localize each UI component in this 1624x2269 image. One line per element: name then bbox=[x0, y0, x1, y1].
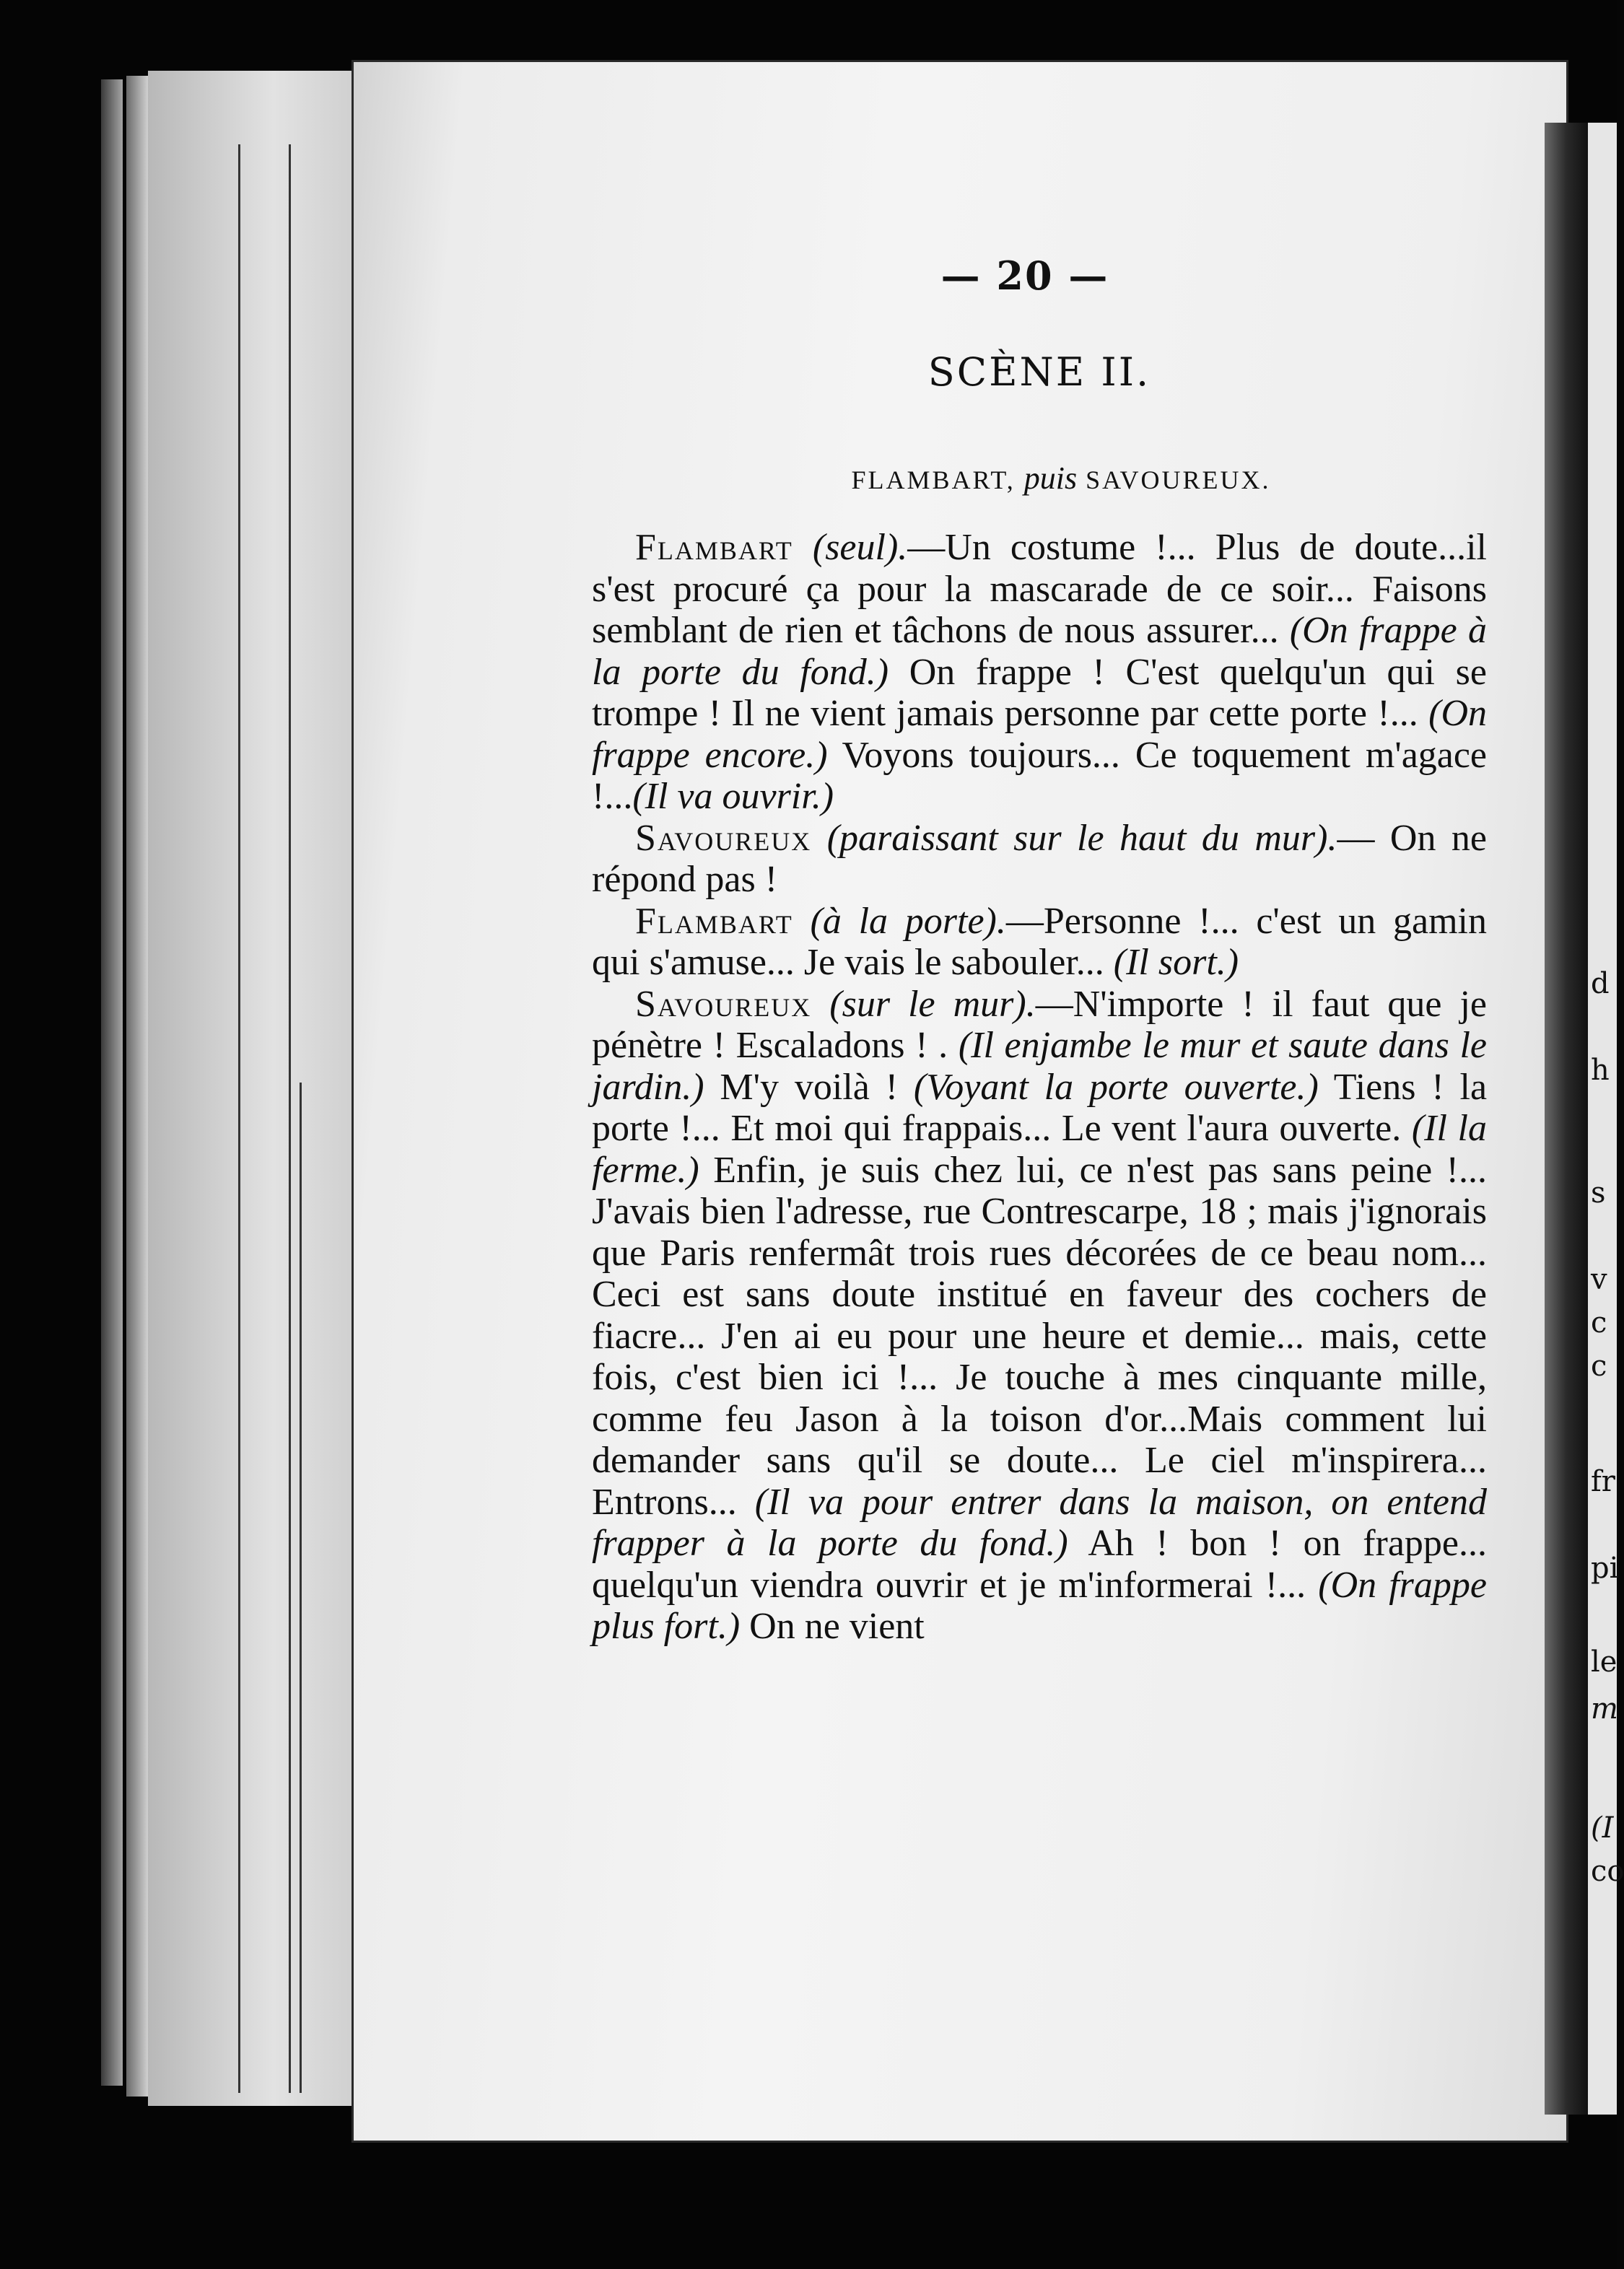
stage-direction: (On frappe plus fort.) bbox=[592, 1564, 1487, 1647]
book-edge bbox=[148, 71, 357, 2106]
dialogue-text: —N'importe ! il faut que je pénètre ! Escaladons ! . bbox=[592, 983, 1488, 1066]
edge-line bbox=[289, 144, 291, 2093]
dialogue-text: Enfin, je suis chez lui, ce n'est pas sans peine !... J'avais bien l'adresse, rue Contrescarpe, 18 ; mais j'ignorais que Paris renfermât trois rues décorées de ce beau nom... Ceci est sans doute institué en faveur des cochers de fiacre... J'en ai eu pour une heure et demie... mais, cette fois, c'est bien ici !... Je touche à mes cinquante mille, comme feu Jason à la toison d'or...Mais comment lui demander sans qu'il se doute... Le ciel m'inspirera... Entrons... bbox=[592, 1149, 1487, 1523]
stage-direction: (Il va pour entrer dans la maison, on entend frapper à la porte du fond.) bbox=[592, 1481, 1488, 1564]
speaker-name: Savoureux bbox=[635, 983, 812, 1025]
book-edge bbox=[101, 79, 123, 2086]
dialogue bbox=[592, 527, 1487, 1648]
stage-direction: (On frappe à la porte du fond.) bbox=[592, 610, 1487, 693]
dialogue-paragraph bbox=[592, 527, 1487, 818]
speaker-name: Flambart bbox=[635, 527, 793, 568]
stage-direction: (Il sort.) bbox=[1113, 942, 1239, 983]
fragment-text: d bbox=[1591, 967, 1610, 1000]
stage-direction: (à la porte). bbox=[810, 900, 1006, 942]
fragment-text: (I bbox=[1591, 1811, 1614, 1845]
stage-direction: (Voyant la porte ouverte.) bbox=[913, 1066, 1319, 1108]
speaker-name: Savoureux bbox=[635, 817, 812, 859]
fragment-text: v bbox=[1591, 1263, 1607, 1296]
stage-direction: (Il va ouvrir.) bbox=[632, 776, 834, 817]
character-conjunction: puis bbox=[1023, 460, 1078, 496]
fragment-text: m bbox=[1591, 1692, 1618, 1726]
fragment-text: c bbox=[1591, 1306, 1607, 1339]
dialogue-text: Voyons toujours... Ce toquement m'agace !... bbox=[592, 734, 1488, 817]
dialogue-text: M'y voilà ! bbox=[720, 1066, 899, 1108]
page-number: — 20 — bbox=[940, 253, 1109, 299]
page-gutter bbox=[1545, 123, 1588, 2115]
character-name: FLAMBART, bbox=[851, 465, 1016, 494]
dialogue-paragraph bbox=[592, 984, 1487, 1648]
dialogue-text: On ne vient bbox=[749, 1606, 925, 1647]
stage-direction: (On frappe encore.) bbox=[592, 693, 1487, 776]
dialogue-text: —Personne !... c'est un gamin qui s'amuse... Je vais le sabouler... bbox=[592, 900, 1488, 983]
scene-title: SCÈNE II. bbox=[927, 349, 1151, 395]
fragment-text: le bbox=[1591, 1645, 1618, 1679]
dialogue-text: Ah ! bon ! on frappe... quelqu'un viendra ouvrir et je m'informerai !... bbox=[592, 1523, 1487, 1606]
fragment-text: c bbox=[1591, 1350, 1607, 1383]
dialogue-text: — On ne répond pas ! bbox=[592, 817, 1487, 900]
stage-direction: (paraissant sur le haut du mur). bbox=[826, 817, 1337, 859]
stage-direction: (Il la ferme.) bbox=[592, 1108, 1487, 1191]
fragment-text: fr bbox=[1591, 1465, 1615, 1498]
edge-line bbox=[238, 144, 240, 2093]
next-page-fragment bbox=[1588, 123, 1624, 2115]
fragment-text: s bbox=[1591, 1176, 1606, 1210]
page-text bbox=[592, 217, 1487, 1648]
fragment-text: pi bbox=[1591, 1552, 1619, 1585]
dialogue-text: —Un costume !... Plus de doute...il s'est procuré ça pour la mascarade de ce soir... Faisons semblant de rien et tâchons de nous assurer... bbox=[592, 527, 1488, 651]
speaker-name: Flambart bbox=[635, 900, 793, 942]
book-edge bbox=[126, 76, 148, 2097]
character-list bbox=[635, 460, 1487, 497]
character-name: SAVOUREUX. bbox=[1086, 465, 1271, 494]
stage-direction: (seul). bbox=[812, 527, 908, 568]
fragment-text: co bbox=[1591, 1855, 1624, 1888]
dialogue-text: On frappe ! C'est quelqu'un qui se trompe ! Il ne vient jamais personne par cette porte !... bbox=[592, 651, 1487, 734]
dialogue-paragraph bbox=[592, 818, 1487, 901]
dialogue-text: Tiens ! la porte !... Et moi qui frappais... Le vent l'aura ouverte. bbox=[592, 1066, 1488, 1149]
dialogue-paragraph bbox=[592, 901, 1487, 984]
edge-line bbox=[300, 1083, 302, 2093]
fragment-text: h bbox=[1591, 1054, 1610, 1087]
stage-direction: (sur le mur). bbox=[829, 983, 1036, 1025]
stage-direction: (Il enjambe le mur et saute dans le jardin.) bbox=[592, 1025, 1487, 1108]
